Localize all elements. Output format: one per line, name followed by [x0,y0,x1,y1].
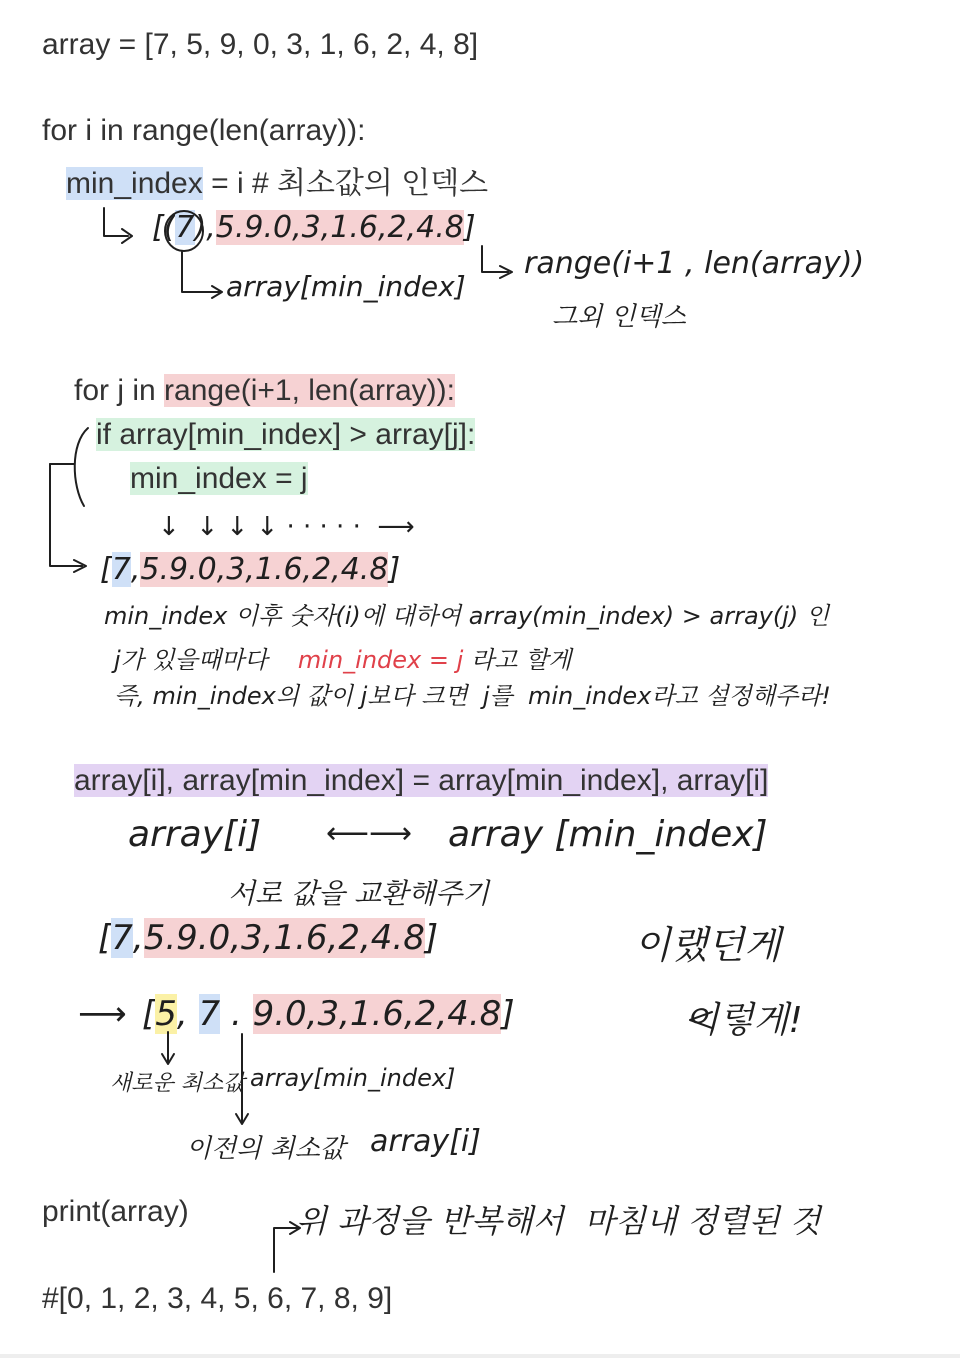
code-min-index [66,158,488,202]
note-explain-2c: 라고 할게 [470,646,572,674]
code-for-i: for i in range(len(array)): [42,114,366,147]
note-array-4-arrow: ⟶ [78,994,127,1034]
note-array-2-open: [ [100,552,112,587]
note-swap-right: array [min_index] [448,814,768,855]
ink-arrow-new-min [162,1032,174,1064]
note-explain-2a: j가 있을때마다 [114,646,268,674]
note-array-1 [152,210,476,245]
note-swap-arrow: ⟵⟶ [326,816,413,851]
note-explain-3: 즉, min_index의 값이 j보다 크면 j를 min_index라고 설정해주라! [114,682,831,710]
note-array-3-first: 7 [111,918,133,958]
note-array-2: [7,5.9.0,3,1.6,2,4.8] [100,552,401,587]
note-iter-arrows: ↓ ↓ ↓ ↓ · · · · · ⟶ [158,512,415,542]
code-min-index-rest: = i # 최소값의 인덱스 [202,167,489,200]
note-array-2-first: 7 [111,552,131,587]
code-assign-j [130,462,308,496]
code-for-j-prefix: for j in [74,374,165,407]
note-swap-left: array[i] [128,814,262,855]
note-array-3-rest: 5.9.0,3,1.6,2,4.8 [143,918,425,958]
note-array-1-rest: 5.9.0,3,1.6,2,4.8 [215,210,464,245]
code-output-comment: #[0, 1, 2, 3, 4, 5, 6, 7, 8, 9] [42,1282,393,1315]
note-array-2-close: ] [388,552,401,587]
note-array-4: [5, 7 . 9.0,3,1.6,2,4.8] [142,994,515,1034]
ink-arrow-min-index [104,208,132,243]
code-print: print(array) [42,1195,189,1228]
code-if-text: if array[min_index] > array[j]: [96,418,476,451]
ink-arrow-to-label [182,252,222,298]
note-array-4-second: 7 [198,994,221,1034]
note-explain-2b: min_index = j [297,646,464,674]
note-old-min-ref: array[i] [370,1124,481,1159]
note-array-1-close: ] [463,210,476,245]
note-new-min: 새로운 최소값 [110,1071,245,1096]
note-array-4-first: 5 [155,994,177,1034]
code-swap [74,764,768,798]
note-array-2-rest: 5.9.0,3,1.6,2,4.8 [140,552,389,587]
note-explain-2 [114,640,571,675]
note-array-4-close: ] [501,994,515,1034]
note-array-4-open: [ [142,994,156,1034]
code-min-index-var: min_index [66,167,203,200]
code-if [96,418,475,452]
note-array-1-first: 7 [175,210,195,245]
note-final: 위 과정을 반복해서 마침내 정렬된 것 [296,1202,821,1240]
note-new-min-ref: array[min_index] [250,1064,456,1092]
note-array-3-close: ] [424,918,439,958]
note-array-4-rest: 9.0,3,1.6,2,4.8 [252,994,502,1034]
ink-arrow-range [482,246,512,278]
note-array-3: [7,5.9.0,3,1.6,2,4.8] [98,918,439,958]
code-array-init: array = [7, 5, 9, 0, 3, 1, 6, 2, 4, 8] [42,28,479,61]
note-array-1-open: [( [152,210,176,245]
note-array-3-open: [ [98,918,112,958]
ink-bracket-loop [50,464,86,572]
note-array-1-mid: ), [194,210,216,245]
note-min-index-label: array[min_index] [226,270,466,303]
note-old-min: 이전의 최소값 [186,1134,345,1164]
page-bottom-divider [0,1354,960,1358]
note-range-other: 그외 인덱스 [552,302,686,332]
code-swap-text: array[i], array[min_index] = array[min_index], array[i] [74,764,769,797]
code-for-j-range: range(i+1, len(array)): [164,374,455,407]
ink-bracket-if [75,428,88,506]
note-range-label: range(i+1 , len(array)) [524,246,865,281]
code-assign-j-text: min_index = j [130,462,308,495]
note-explain-1: min_index 이후 숫자(i)에 대하여 array(min_index) > array(j) 인 [104,602,830,630]
note-array-4-label: 이렇게! [684,1000,803,1041]
note-swap-explain: 서로 값을 교환해주기 [228,877,490,910]
code-for-j [74,374,455,408]
note-array-3-label: 이랬던게 [634,923,781,967]
